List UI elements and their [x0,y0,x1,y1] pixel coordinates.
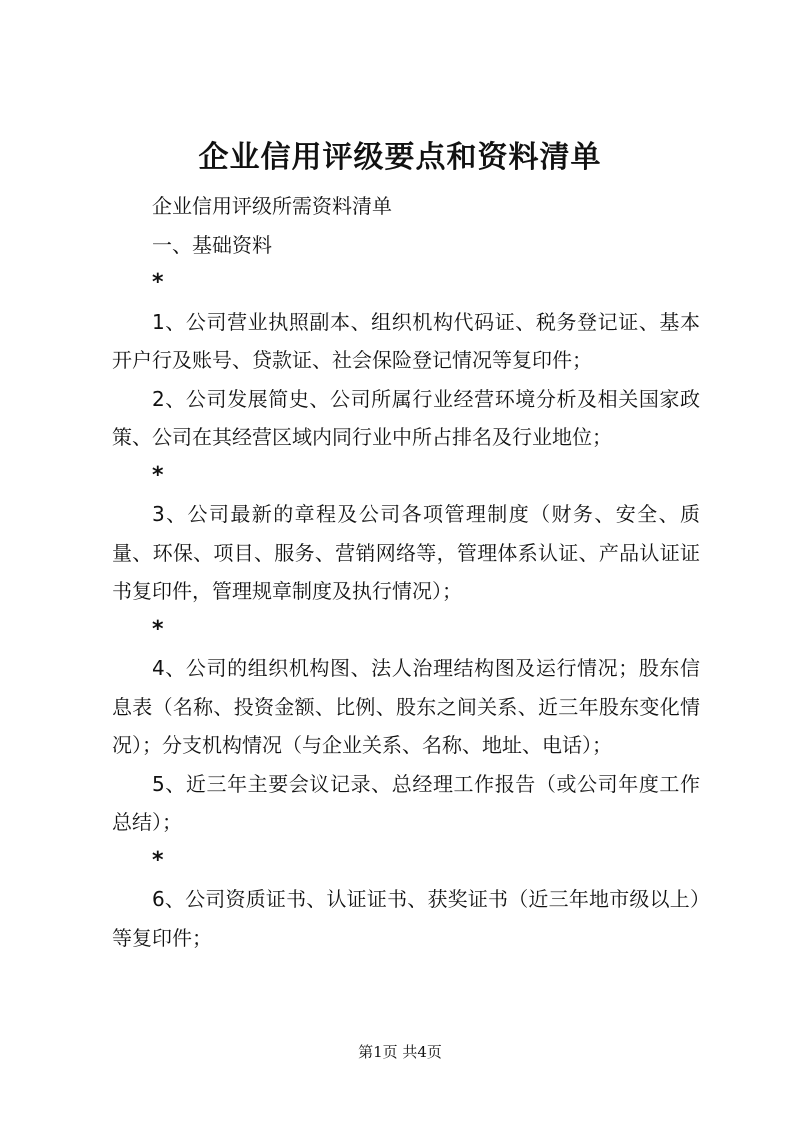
list-item-3: 3、公司最新的章程及公司各项管理制度（财务、安全、质量、环保、项目、服务、营销网络等，管理体系认证、产品认证证书复印件，管理规章制度及执行情况）； [112,502,700,603]
document-title: 企业信用评级要点和资料清单 [198,140,602,175]
list-item-4: 4、公司的组织机构图、法人治理结构图及运行情况；股东信息表（名称、投资金额、比例、股东之间关系、近三年股东变化情况）；分支机构情况（与企业关系、名称、地址、电话）； [112,656,700,757]
list-item-5: 5、近三年主要会议记录、总经理工作报告（或公司年度工作总结）； [112,771,700,834]
document-body [112,187,700,957]
subtitle-paragraph: 企业信用评级所需资料清单 [152,194,392,218]
section-heading: 一、基础资料 [152,232,272,257]
list-item-1: 1、公司营业执照副本、组织机构代码证、税务登记证、基本开户行及账号、贷款证、社会保险登记情况等复印件； [112,309,700,372]
asterisk-marker: * [152,616,164,642]
list-item-6: 6、公司资质证书、认证证书、获奖证书（近三年地市级以上）等复印件； [112,887,700,950]
asterisk-marker: * [152,462,164,488]
page-number: 第1页 共4页 [358,1043,442,1061]
asterisk-marker: * [152,270,164,295]
list-item-2: 2、公司发展简史、公司所属行业经营环境分析及相关国家政策、公司在其经营区域内同行业中所占排名及行业地位； [112,386,700,449]
asterisk-marker: * [152,847,164,873]
